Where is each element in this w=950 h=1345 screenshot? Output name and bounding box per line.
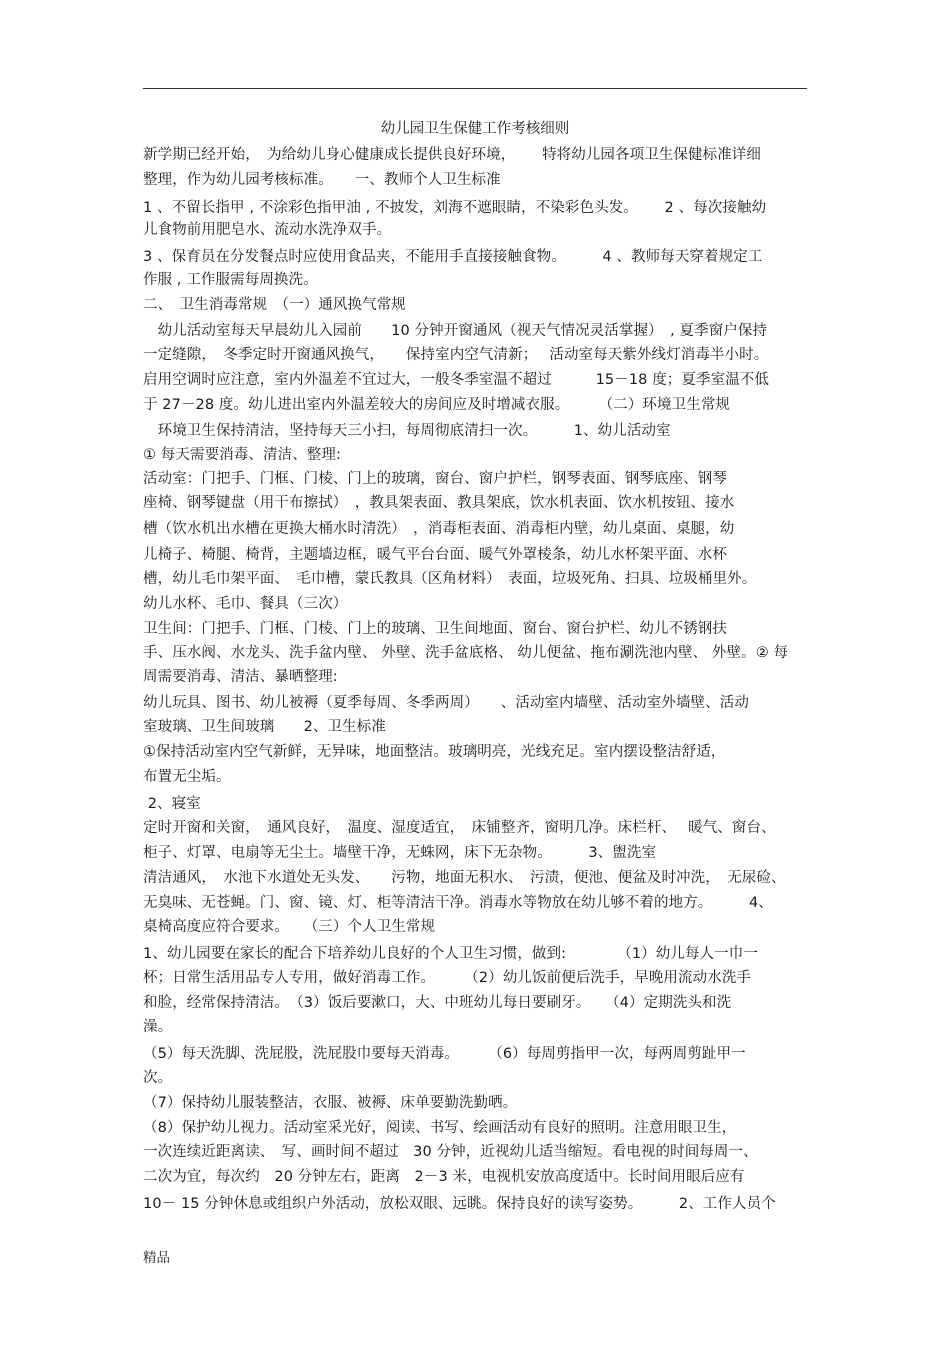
document-title: 幼儿园卫生保健工作考核细则 <box>380 121 570 137</box>
text-line: 桌椅高度应符合要求。 （三）个人卫生常规 <box>143 919 436 935</box>
text-line: 柜子、灯罩、电扇等无尘土。墙壁干净，无蛛网，床下无杂物。 3、盥洗室 <box>143 845 657 861</box>
text-line: 2、寝室 <box>143 796 201 812</box>
text-line: 清洁通风， 水池下水道处无头发、 污物，地面无积水、 污渍，便池、便盆及时冲洗， 无尿硷、 <box>143 870 786 886</box>
text-line: 一定缝隙， 冬季定时开窗通风换气， 保持室内空气清新； 活动室每天紫外线灯消毒半小时。 <box>143 347 769 363</box>
text-line: 幼儿水杯、毛巾、餐具（三次） <box>143 596 348 612</box>
text-line: 幼儿活动室每天早晨幼儿入园前 10 分钟开窗通风（视天气情况灵活掌握） , 夏季窗户保持 <box>143 323 768 339</box>
text-line: 澡。 <box>143 1019 173 1035</box>
header-rule <box>143 88 807 89</box>
text-line: 二次为宜，每次约 20 分钟左右，距离 2－3 米，电视机安放高度适中。长时间用眼后应有 <box>143 1169 745 1185</box>
text-line: 新学期已经开始， 为给幼儿身心健康成长提供良好环境， 特将幼儿园各项卫生保健标准详细 <box>143 147 762 163</box>
text-line: 儿食物前用肥皂水、流动水洗净双手。 <box>143 222 392 238</box>
text-line: 整理，作为幼儿园考核标准。 一、教师个人卫生标准 <box>143 172 501 188</box>
text-line: （7）保持幼儿服装整洁，衣服、被褥、床单要勤洗勤晒。 <box>143 1095 518 1111</box>
text-line: 和脸，经常保持清洁。 （3）饭后要漱口，大、中班幼儿每日要刷牙。 （4）定期洗头和洗 <box>143 995 732 1011</box>
text-line: （5）每天洗脚、洗屁股，洗屁股巾要每天消毒。 （6）每周剪指甲一次，每两周剪趾甲一 <box>143 1046 746 1062</box>
text-line: 一次连续近距离读、 写、画时间不超过 30 分钟，近视幼儿适当缩短。看电视的时间每周一、 <box>143 1144 758 1160</box>
text-line: 杯；日常生活用品专人专用，做好消毒工作。 （2）幼儿饭前便后洗手，早晚用流动水洗手 <box>143 970 752 986</box>
text-line: 次。 <box>143 1070 173 1086</box>
text-line: 作服 , 工作服需每周换洗。 <box>143 272 318 288</box>
text-line: 活动室：门把手、门框、门棱、门上的玻璃，窗台、窗户护栏，钢琴表面、钢琴底座、钢琴 <box>143 471 727 487</box>
text-line: 环境卫生保持清洁，坚持每天三小扫，每周彻底清扫一次。 1、幼儿活动室 <box>143 423 671 439</box>
text-line: 10－ 15 分钟休息或组织户外活动，放松双眼、远眺。保持良好的读写姿势。 2、工作人员个 <box>143 1196 776 1212</box>
text-line: ① 每天需要消毒、清洁、整理: <box>143 447 341 463</box>
text-line: 卫生间：门把手、门框、门棱、门上的玻璃、卫生间地面、窗台、窗台护栏、幼儿不锈钢扶 <box>143 621 727 637</box>
text-line: ①保持活动室内空气新鲜，无异味，地面整洁。玻璃明亮，光线充足。室内摆设整洁舒适， <box>143 744 726 760</box>
text-line: 无臭味、无苍蝇。门、窗、镜、灯、柜等清洁干净。消毒水等物放在幼儿够不着的地方。 4、 <box>143 895 773 911</box>
text-line: 儿椅子、椅腿、椅背，主题墙边框，暖气平台台面、暖气外罩棱条，幼儿水杯架平面、水杯 <box>143 547 727 563</box>
text-line: 二、 卫生消毒常规 （一）通风换气常规 <box>143 297 406 313</box>
text-line: 3 、保育员在分发餐点时应使用食品夹，不能用手直接接触食物。 4 、教师每天穿着规定工 <box>143 249 763 265</box>
text-line: 定时开窗和关窗， 通风良好， 温度、湿度适宜， 床铺整齐，窗明几净。床栏杆、 暖气、窗台、 <box>143 820 776 836</box>
text-line: 座椅、钢琴键盘（用干布擦拭） ，教具架表面、教具架底，饮水机表面、饮水机按钮、接水 <box>143 495 735 511</box>
text-line: 1、幼儿园要在家长的配合下培养幼儿良好的个人卫生习惯，做到: （1）幼儿每人一巾一 <box>143 946 758 962</box>
text-line: 1 、不留长指甲 , 不涂彩色指甲油 , 不披发，刘海不遮眼睛，不染彩色头发。 2 、每次接触幼 <box>143 200 767 216</box>
text-line: （8）保护幼儿视力。活动室采光好，阅读、书写、绘画活动有良好的照明。注意用眼卫生， <box>143 1120 737 1136</box>
page-footer: 精品 <box>143 1250 170 1266</box>
text-line: 布置无尘垢。 <box>143 769 231 785</box>
text-line: 手、压水阀、水龙头、洗手盆内壁、 外壁、洗手盆底格、 幼儿便盆、拖布涮洗池内壁、 外壁。② 每 <box>143 645 789 661</box>
text-line: 于 27－28 度。幼儿进出室内外温差较大的房间应及时增减衣服。 （二）环境卫生常规 <box>143 397 731 413</box>
text-line: 周需要消毒、清洁、暴晒整理: <box>143 669 338 685</box>
text-line: 启用空调时应注意，室内外温差不宜过大，一般冬季室温不超过 15－18 度；夏季室温不低 <box>143 372 770 388</box>
text-line: 槽，幼儿毛巾架平面、 毛巾槽，蒙氏教具（区角材料） 表面，垃圾死角、扫具、垃圾桶里外。 <box>143 571 757 587</box>
text-line: 槽（饮水机出水槽在更换大桶水时清洗） ，消毒柜表面、消毒柜内壁，幼儿桌面、桌腿，幼 <box>143 521 735 537</box>
text-line: 室玻璃、卫生间玻璃 2、卫生标准 <box>143 719 386 735</box>
text-line: 幼儿玩具、图书、幼儿被褥（夏季每周、冬季两周） 、活动室内墙壁、活动室外墙壁、活动 <box>143 695 749 711</box>
